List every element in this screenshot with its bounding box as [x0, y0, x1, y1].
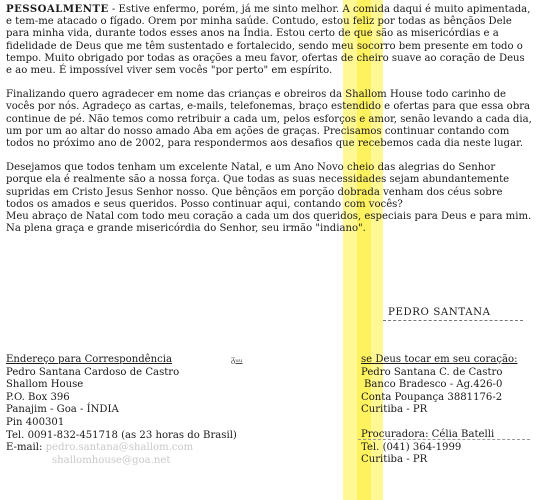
paragraph-1-text: - Estive enfermo, porém, já me sinto melhor. A comida daqui é muito apimentada, e tem-me atacado o fígado. Orem por minha saúde. Contudo, estou feliz por todas as bênçãos Dele para minha vida, durante todos esses anos na Índia. Estou certo de que são as misericórdias e a fidelidade de Deus que me têm sustentado e fortalecido, sendo meu socorro bem presente em todo o tempo. Muito obrigado por todas as orações a meu favor, ofertas de cheiro suave ao coração de Deus e ao meu. É impossível viver sem vocês "por perto" em espírito.: [6, 4, 531, 77]
correspondence-address: [6, 354, 237, 467]
email-value-faded-2: shallomhouse@goa.net: [52, 454, 171, 466]
opening-heading: PESSOALMENTE: [6, 4, 109, 15]
signature-rule: [383, 320, 523, 321]
address-line: Pin 400301: [6, 416, 65, 428]
address-line: Pedro Santana Cardoso de Castro: [6, 366, 180, 378]
paragraph-3: Desejamos que todos tenham um excelente Natal, e um Ano Novo cheio das alegrias do Senhor porque ela é realmente são a nossa força. Que todas as suas necessidades sejam abundantemente supridas em Cristo Jesus Senhor nosso. Que bênçãos em porção dobrada venham dos céus sobre todos os amados e seus queridos. Posso continuar aqui, contando com vocês?: [6, 162, 510, 210]
handwritten-mark: ᵹᵤᵤ: [231, 355, 243, 365]
bank-line: Curitiba - PR: [361, 404, 428, 416]
bank-line: Conta Poupança 3881176-2: [361, 391, 503, 403]
proxy-line: Tel. (041) 364-1999: [361, 441, 462, 453]
proxy-line: Curitiba - PR: [361, 454, 428, 466]
bank-line: Banco Bradesco - Ag.426-0: [364, 379, 503, 391]
address-line: Shallom House: [6, 379, 84, 391]
paragraph-4: Meu abraço de Natal com todo meu coração a cada um dos queridos, especiais para Deus e para mim. Na plena graça e grande misericórdia do Senhor, seu irmão "indiano".: [6, 211, 532, 235]
address-line: P.O. Box 396: [6, 391, 70, 403]
donation-heading: se Deus tocar em seu coração:: [361, 354, 518, 365]
letter-body: [6, 4, 532, 247]
section-divider: [358, 439, 530, 440]
signature-name: PEDRO SANTANA: [388, 307, 491, 318]
paragraph-1: [6, 4, 532, 77]
donation-info: [361, 354, 518, 467]
email-value-faded: pedro.santana@shallom.com: [45, 442, 194, 454]
email-line: E-mail: pedro.santana@shallom.com: [6, 442, 194, 454]
correspondence-heading: Endereço para Correspondência: [6, 354, 173, 365]
bank-line: Pedro Santana C. de Castro: [361, 366, 503, 378]
phone-line: Tel. 0091-832-451718 (as 23 horas do Brasil): [6, 429, 237, 441]
proxy-line: Procuradora: Célia Batelli: [361, 428, 495, 440]
paragraph-2: Finalizando quero agradecer em nome das crianças e obreiros da Shallom House todo carinho de vocês por nós. Agradeço as cartas, e-mails, telefonemas, braço estendido e ofertas para que essa obra continue de pé. Não temos como retribuir a cada um, pelos esforços e amor, senão levando a cada dia, um por um ao altar do nosso amado Aba em ações de graças. Precisamos continuar contando com todos no próximo ano de 2002, para respondermos aos desafios que recebemos cada dia neste lugar.: [6, 89, 532, 150]
address-line: Panajim - Goa - ÍNDIA: [6, 404, 119, 416]
